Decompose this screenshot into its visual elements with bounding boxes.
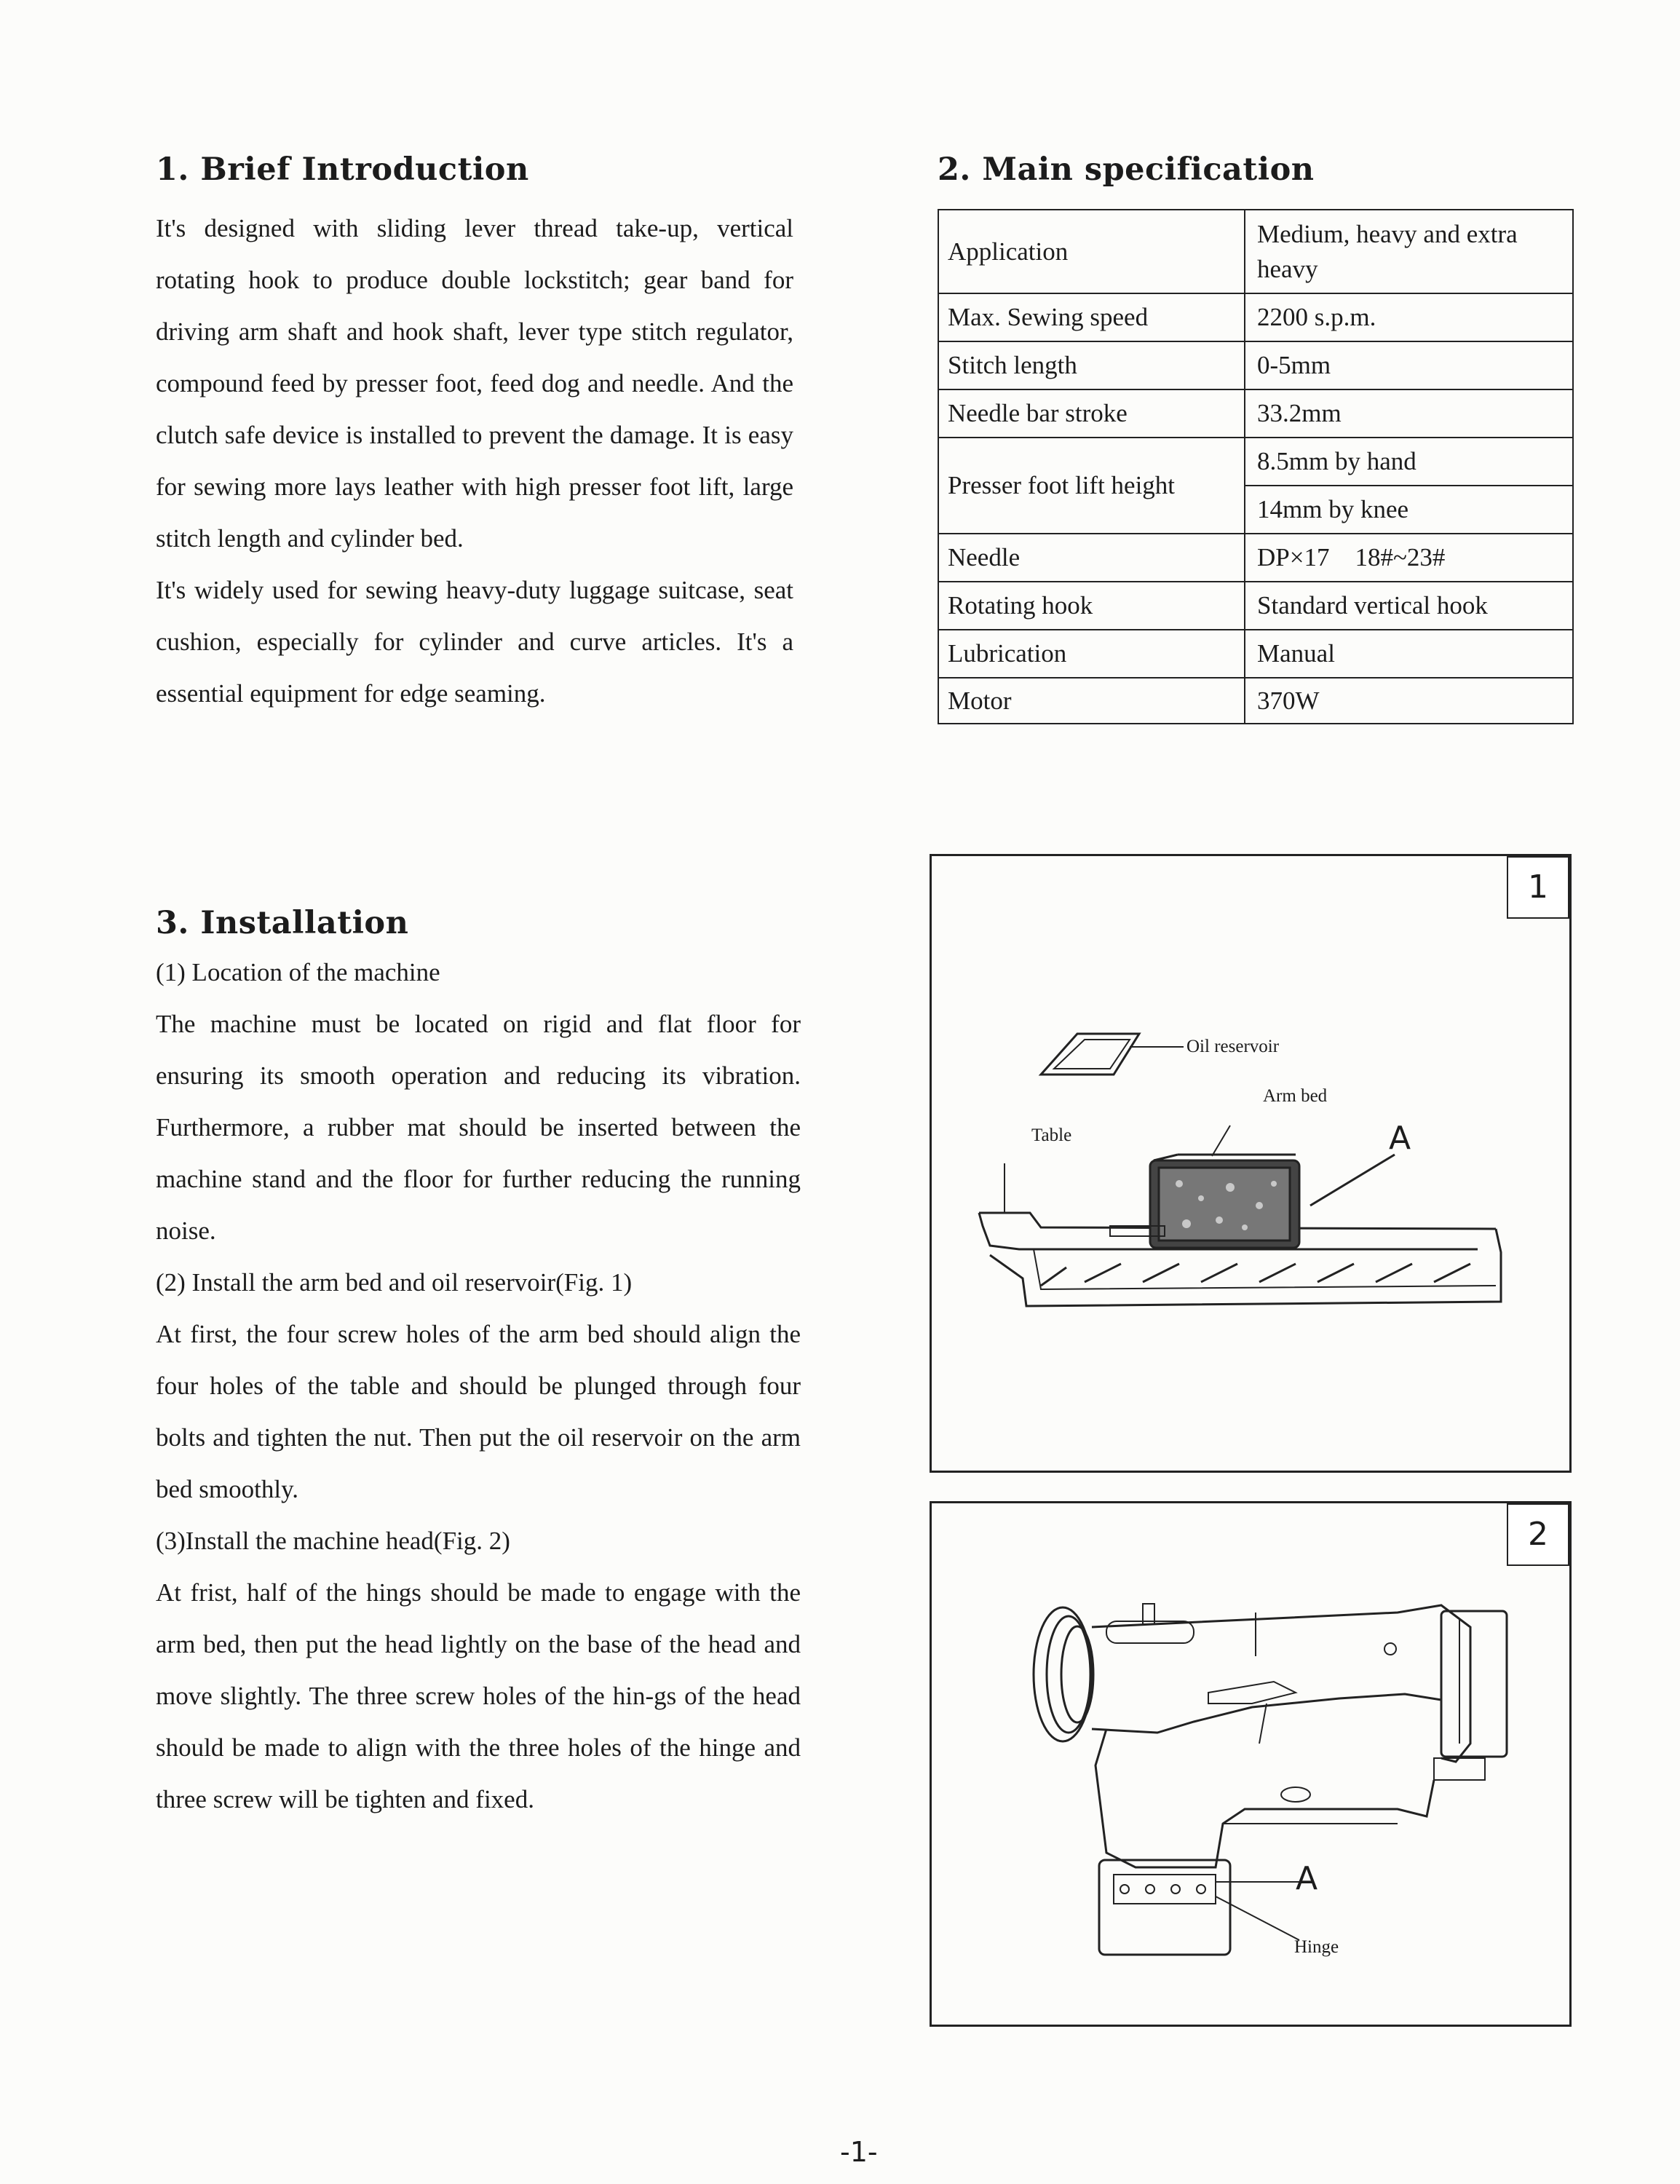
spec-label: Rotating hook bbox=[938, 582, 1245, 630]
spec-row bbox=[938, 534, 1573, 582]
spec-value: 2200 s.p.m. bbox=[1245, 293, 1573, 341]
spec-row bbox=[938, 630, 1573, 678]
section-3-title: 3. Installation bbox=[156, 905, 409, 941]
spec-value: Manual bbox=[1245, 630, 1573, 678]
figure-1-number: 1 bbox=[1507, 856, 1569, 919]
spec-label: Needle bar stroke bbox=[938, 389, 1245, 438]
spec-row bbox=[938, 341, 1573, 389]
arm-bed-illustration bbox=[932, 856, 1569, 1471]
spec-value: Medium, heavy and extra heavy bbox=[1245, 210, 1573, 293]
page-number: -1- bbox=[840, 2136, 878, 2168]
spec-row bbox=[938, 678, 1573, 724]
spec-label: Lubrication bbox=[938, 630, 1245, 678]
oil-reservoir-label: Oil reservoir bbox=[1186, 1037, 1280, 1056]
intro-text bbox=[156, 202, 793, 719]
section-1-title: 1. Brief Introduction bbox=[156, 151, 529, 188]
spec-label: Application bbox=[938, 210, 1245, 293]
marker-a-label: A bbox=[1389, 1120, 1411, 1157]
spec-value: 33.2mm bbox=[1245, 389, 1573, 438]
spec-label: Max. Sewing speed bbox=[938, 293, 1245, 341]
spec-row bbox=[938, 293, 1573, 341]
intro-paragraph-2: It's widely used for sewing heavy-duty luggage suitcase, seat cushion, especially for cylinder and curve articles. It's a essential equipment for edge seaming. bbox=[156, 576, 793, 708]
machine-head-illustration bbox=[932, 1503, 1569, 2025]
arm-bed-label: Arm bed bbox=[1263, 1086, 1328, 1106]
table-label: Table bbox=[1031, 1125, 1072, 1145]
spec-row bbox=[938, 438, 1573, 486]
spec-row bbox=[938, 582, 1573, 630]
hinge-label: Hinge bbox=[1294, 1937, 1339, 1957]
subsection-3-title: (3)Install the machine head(Fig. 2) bbox=[156, 1527, 510, 1555]
figure-1 bbox=[930, 854, 1572, 1473]
spec-value: 0-5mm bbox=[1245, 341, 1573, 389]
section-2-title: 2. Main specification bbox=[938, 151, 1315, 188]
subsection-2-text: At first, the four screw holes of the arm bed should align the four holes of the table and should be plunged through four bolts and tighten the nut. Then put the oil reservoir on the arm bed smoothly. bbox=[156, 1320, 801, 1503]
spec-value: Standard vertical hook bbox=[1245, 582, 1573, 630]
spec-value: 8.5mm by hand bbox=[1245, 438, 1573, 486]
spec-value: 370W bbox=[1245, 678, 1573, 724]
spec-label: Motor bbox=[938, 678, 1245, 724]
subsection-1-title: (1) Location of the machine bbox=[156, 958, 440, 986]
spec-label: Presser foot lift height bbox=[938, 438, 1245, 534]
spec-label: Stitch length bbox=[938, 341, 1245, 389]
spec-value: DP×17 18#~23# bbox=[1245, 534, 1573, 582]
spec-table bbox=[938, 209, 1574, 724]
figure-2-number: 2 bbox=[1507, 1503, 1569, 1566]
subsection-2-title: (2) Install the arm bed and oil reservoir(Fig. 1) bbox=[156, 1268, 633, 1297]
spec-row bbox=[938, 210, 1573, 293]
spec-row bbox=[938, 389, 1573, 438]
spec-value-2: 14mm by knee bbox=[1245, 486, 1573, 534]
subsection-3-text: At frist, half of the hings should be made to engage with the arm bed, then put the head lightly on the base of the head and move slightly. The three screw holes of the hin-gs of the head should be made to align with the three holes of the hinge and three screw will be tighten and fixed. bbox=[156, 1578, 801, 1813]
figure-2 bbox=[930, 1501, 1572, 2027]
installation-text bbox=[156, 946, 801, 1825]
spec-label: Needle bbox=[938, 534, 1245, 582]
subsection-1-text: The machine must be located on rigid and flat floor for ensuring its smooth operation and reducing its vibration. Furthermore, a rubber mat should be inserted between the machine stand and the floor for further reducing the running noise. bbox=[156, 1010, 801, 1245]
marker-a-label: A bbox=[1296, 1860, 1318, 1897]
intro-paragraph-1: It's designed with sliding lever thread take-up, vertical rotating hook to produce double lockstitch; gear band for driving arm shaft and hook shaft, lever type stitch regulator, compound feed by presser foot, feed dog and needle. And the clutch safe device is installed to prevent the damage. It is easy for sewing more lays leather with high presser foot lift, large stitch length and cylinder bed. bbox=[156, 214, 793, 553]
